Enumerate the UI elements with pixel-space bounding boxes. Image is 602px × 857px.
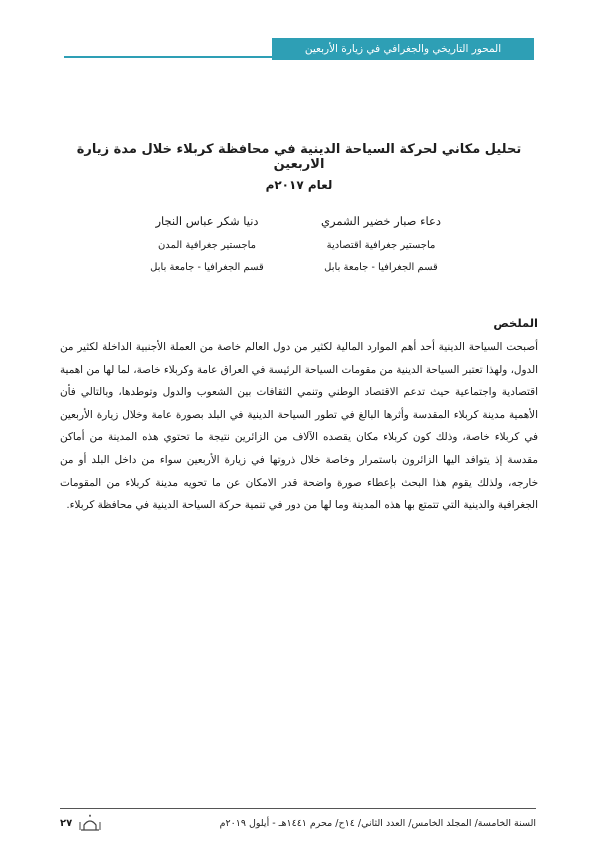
footer-rule bbox=[60, 808, 536, 809]
journal-info: السنة الخامسة/ المجلد الخامس/ العدد الثاني/ ١٤ح/ محرم ١٤٤١هـ - أيلول ٢٠١٩م bbox=[219, 817, 536, 829]
dome-emblem-icon bbox=[78, 814, 102, 832]
article-subtitle: لعام ٢٠١٧م bbox=[265, 178, 333, 192]
section-banner bbox=[272, 38, 534, 60]
section-banner-text: المحور التاريخي والجغرافي في زيارة الأربعين bbox=[304, 43, 502, 55]
page-number: ٢٧ bbox=[60, 817, 73, 829]
author-block-2 bbox=[132, 214, 282, 284]
author-degree: ماجستير جغرافية اقتصادية bbox=[326, 240, 436, 251]
page-footer bbox=[60, 812, 536, 834]
footer-page-block bbox=[60, 814, 102, 832]
author-affiliation: قسم الجغرافيا - جامعة بابل bbox=[150, 262, 264, 273]
article-title: تحليل مكاني لحركة السياحة الدينية في محافظة كربلاء خلال مدة زيارة الاربعين bbox=[76, 142, 522, 172]
author-degree: ماجستير جغرافية المدن bbox=[157, 240, 257, 251]
author-name: دنيا شكر عباس النجار bbox=[155, 214, 259, 228]
author-name: دعاء صبار خضير الشمري bbox=[320, 214, 441, 228]
author-affiliation: قسم الجغرافيا - جامعة بابل bbox=[324, 262, 438, 273]
abstract-body: أصبحت السياحة الدينية أحد أهم الموارد المالية لكثير من دول العالم خاصة من العملة الأجنبية الداخلة لكثير من الدول، ولهذا تعتبر السياحة الدينية من مقومات السياحة الرئيسة في العراق عامة وكربلاء خاصة، لما لها من اهمية اقتصادية واجتماعية حيث تدعم الاقتصاد الوطني وتنمي الثقافات بين الشعوب والدول وتوطدها، وبالتالي فأن الأهمية مدينة كربلاء المقدسة وأثرها البالغ في تطور السياحة الدينية في البلد بصورة عامة وخلال زيارة الأربعين في كربلاء خاصة، وذلك كون كربلاء مكان يقصده الآلاف من الزائرين نتيجة ما تحتوي هذه المدينة من أماكن مقدسة إذ يتوافد اليها الزائرون باستمرار وخاصة خلال ذروتها في زيارة الأربعين سواء من داخل البلد أو من خارجه، ولذلك يقوم هذا البحث بإعطاء صورة واضحة قدر الامكان عن ما تحويه مدينة كربلاء من المقومات الجغرافية والدينية التي تتمتع بها هذه المدينة وما لها من دور في تنمية حركة السياحة الدينية في محافظة كربلاء. bbox=[59, 341, 538, 512]
author-block-1 bbox=[296, 214, 466, 284]
abstract-heading: الملخص bbox=[493, 316, 538, 330]
